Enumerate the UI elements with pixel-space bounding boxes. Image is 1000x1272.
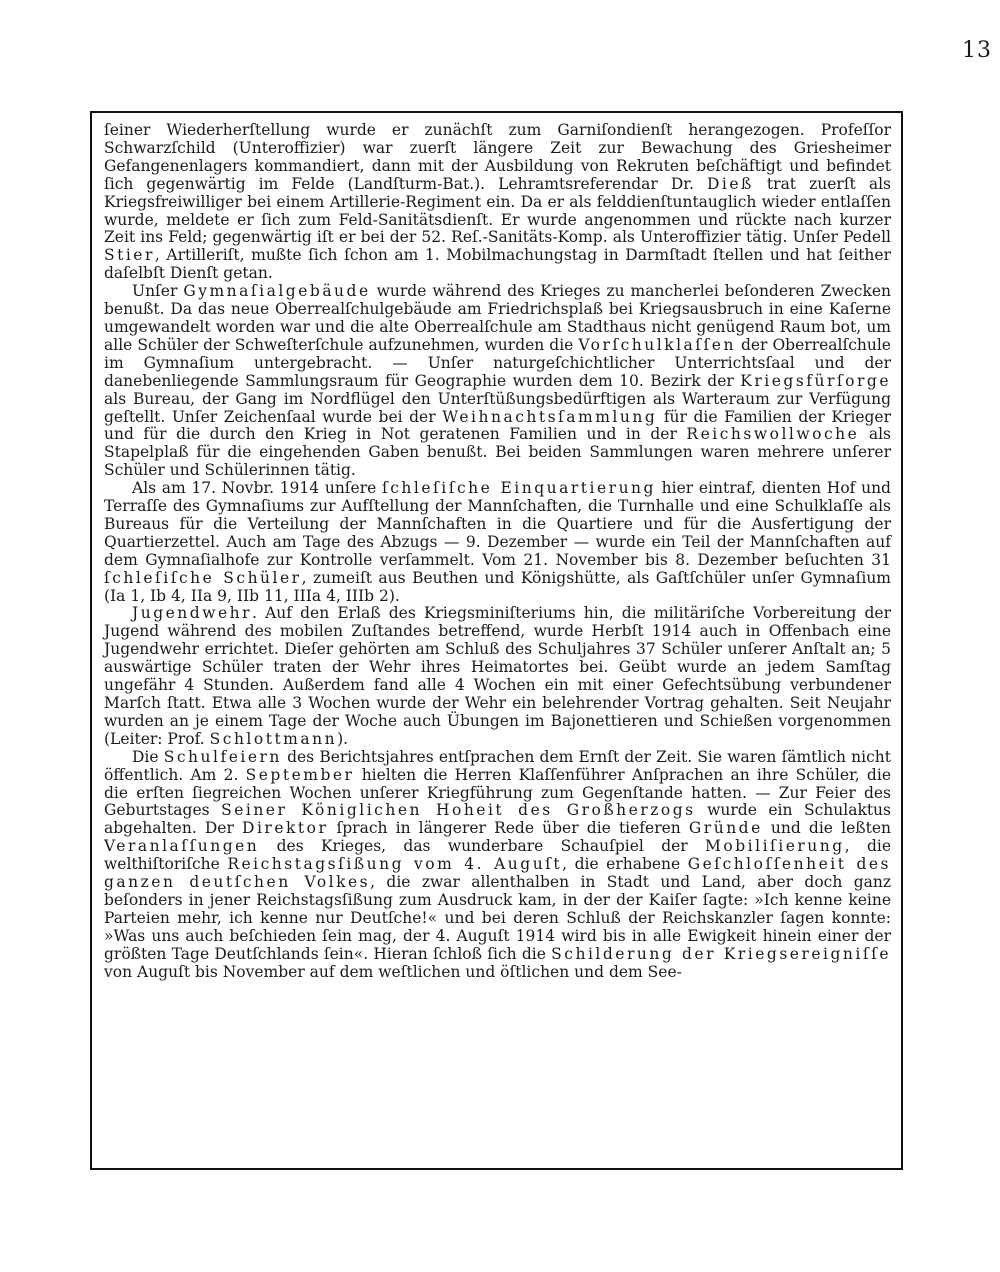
- text-run: des Krieges, das wunderbare Schauſpiel der: [259, 837, 706, 856]
- spaced-emphasis: Weihnachtsſammlung: [442, 407, 658, 426]
- spaced-emphasis: Schilderung der Kriegsereigniſſe: [551, 944, 891, 963]
- text-run: wurde während des Krieges zu mancherlei beſonderen Zwecken benußt. Da das neue Oberrealſchulgebäude am Friedrichsplaß bei Kriegsausbruch in eine Kaſerne umgewandelt worden war und die alte Oberrealſchule am Stadthaus nicht genügend Raum bot, um alle Schüler der Schweſterſchule aufzunehmen, wurden die: [104, 282, 892, 354]
- text-run: hielten die Herren Klaſſenführer Anſprachen an ihre Schüler, die die erſten ſiegreichen Wochen unſerer Kriegführung zum Gegenſtande hatten. — Zur Feier des Geburtstages: [104, 765, 891, 820]
- text-run: hier eintraf, dienten Hof und Terraſſe des Gymnaſiums zur Aufſtellung der Mannſchaften, die Turnhalle und eine Schulklaſſe als Bureaus für die Verteilung der Mannſchaften in die Quartiere und für die Ausfertigung der Quartierzettel. Auch am Tage des Abzugs — 9. Dezember — wurde ein Teil der Mannſchaften auf dem Gymnaſialhofe zur Kontrolle verſammelt. Vom 21. November bis 8. Dezember beſuchten 31: [104, 479, 891, 569]
- spaced-emphasis: Geſchloſſenheit des ganzen deutſchen Volkes: [104, 855, 891, 892]
- paragraph: [104, 749, 891, 982]
- text-run: trat zuerſt als Kriegsfreiwilliger bei einem Artillerie-Regiment ein. Da er als felddienſtuntauglich wieder entlaſſen wurde, meldete er ſich zum Feld-Sanitätsdienſt. Er wurde angenommen und rückte nach kurzer Zeit ins Feld; gegenwärtig iſt er bei der 52. Reſ.-Sanitäts-Komp. als Unteroffizier tätig. Unſer Pedell: [104, 174, 891, 247]
- text-frame: [90, 111, 903, 1170]
- paragraph: [104, 283, 891, 480]
- spaced-emphasis: Jugendwehr: [132, 604, 253, 623]
- text-run: als Bureau, der Gang im Nordflügel den Unterſtüßungsbedürftigen als Warteraum zur Verfügung geſtellt. Unſer Zeichenſaal wurde bei der: [104, 389, 891, 426]
- spaced-emphasis: Seiner Königlichen Hoheit des Großherzogs: [221, 801, 696, 820]
- text-run: , Artilleriſt, mußte ſich ſchon am 1. Mobilmachungstag in Darmſtadt ſtellen und hat ſeither daſelbſt Dienſt getan.: [104, 246, 891, 283]
- text-run: des Berichtsjahres entſprachen dem Ernſt der Zeit. Sie waren ſämtlich nicht öffentlich. Am 2.: [104, 747, 892, 784]
- text-run: ).: [337, 729, 349, 748]
- paragraph: [104, 480, 891, 605]
- text-run: als Stapelplaß für die eingehenden Gaben benußt. Bei beiden Sammlungen waren mehrere unſerer Schüler und Schülerinnen tätig.: [104, 425, 891, 480]
- text-run: , die zwar allenthalben in Stadt und Land, aber doch ganz beſonders in jener Reichstagsſißung zum Ausdruck kam, in der der Kaiſer ſagte: »Ich kenne keine Parteien mehr, ich kenne nur Deutſche!« und bei deren Schluß der Reichskanzler ſagen konnte: »Was uns auch beſchieden ſein mag, der 4. Auguſt 1914 wird bis in alle Ewigkeit hinein einer der größten Tage Deutſchlands ſein«. Hieran ſchloß ſich die: [104, 873, 892, 963]
- text-run: und die leßten: [762, 819, 891, 838]
- spaced-emphasis: Gründe: [688, 819, 763, 838]
- spaced-emphasis: Reichstagsſißung vom 4. Auguſt: [227, 855, 563, 874]
- spaced-emphasis: Vorſchulklaſſen: [578, 335, 736, 354]
- spaced-emphasis: Stier: [104, 246, 155, 265]
- spaced-emphasis: Mobiliſierung: [705, 837, 845, 856]
- text-run: der Oberrealſchule im Gymnaſium untergebracht. — Unſer naturgeſchichtlicher Unterrichtsſaal und der danebenliegende Sammlungsraum für Geographie wurden dem 10. Bezirk der: [104, 335, 891, 390]
- text-run: ſeiner Wiederherſtellung wurde er zunächſt zum Garniſondienſt herangezogen. Profeſſor Schwarzſchild (Unteroffizier) war zuerſt längere Zeit zur Bewachung des Griesheimer Gefangenenlagers kommandiert, dann mit der Ausbildung von Rekruten beſchäftigt und befindet ſich gegenwärtig im Felde (Landſturm-Bat.). Lehramtsreferendar Dr.: [104, 121, 891, 193]
- spaced-emphasis: ſchleſiſche Schüler: [104, 568, 302, 587]
- spaced-emphasis: Schulfeiern: [163, 747, 282, 766]
- text-run: . Auf den Erlaß des Kriegsminiſteriums hin, die militäriſche Vorbereitung der Jugend während des mobilen Zuſtandes betreffend, wurde Herbſt 1914 auch in Offenbach eine Jugendwehr errichtet. Dieſer gehörten am Schluß des Schuljahres 37 Schüler unſerer Anſtalt an; 5 auswärtige Schüler traten der Wehr ihres Heimatortes bei. Geübt wurde an jedem Samſtag ungefähr 4 Stunden. Außerdem fand alle 4 Wochen ein mit einer Gefechtsübung verbundener Marſch ſtatt. Etwa alle 3 Wochen wurde der Wehr ein belehrender Vortrag gehalten. Seit Neujahr wurden an je einem Tage der Woche auch Übungen im Bajonettieren und Schießen vorgenommen (Leiter: Prof.: [104, 604, 891, 748]
- spaced-emphasis: Direktor: [242, 819, 329, 838]
- spaced-emphasis: September: [245, 765, 355, 784]
- text-run: , die welthiſtoriſche: [104, 837, 891, 874]
- spaced-emphasis: Kriegsfürſorge: [740, 371, 891, 390]
- text-run: von Auguſt bis November auf dem weſtlichen und öſtlichen und dem See-: [104, 962, 682, 981]
- page-number: 13: [962, 38, 992, 63]
- text-run: Die: [132, 747, 164, 766]
- text-run: Als am 17. Novbr. 1914 unſere: [132, 479, 382, 498]
- spaced-emphasis: Gymnaſialgebäude: [183, 282, 371, 301]
- text-run: wurde ein Schulaktus abgehalten. Der: [104, 801, 891, 838]
- paragraph: [104, 122, 891, 283]
- spaced-emphasis: Schlottmann: [209, 729, 338, 748]
- body-text: [104, 122, 891, 982]
- text-run: , zumeiſt aus Beuthen und Königshütte, als Gaſtſchüler unſer Gymnaſium (Ia 1, Ib 4, IIa 9, IIb 11, IIIa 4, IIIb 2).: [104, 568, 891, 605]
- paragraph: [104, 605, 891, 748]
- text-run: für die Familien der Krieger und für die durch den Krieg in Not geratenen Familien und in der: [104, 407, 891, 444]
- text-run: ſprach in längerer Rede über die tieferen: [328, 819, 689, 838]
- text-run: , die erhabene: [562, 855, 688, 874]
- text-run: Unſer: [132, 282, 184, 301]
- spaced-emphasis: ſchleſiſche Einquartierung: [382, 479, 656, 498]
- spaced-emphasis: Veranlaſſungen: [104, 837, 260, 856]
- spaced-emphasis: Reichswollwoche: [686, 425, 860, 444]
- spaced-emphasis: Dieß: [706, 174, 754, 193]
